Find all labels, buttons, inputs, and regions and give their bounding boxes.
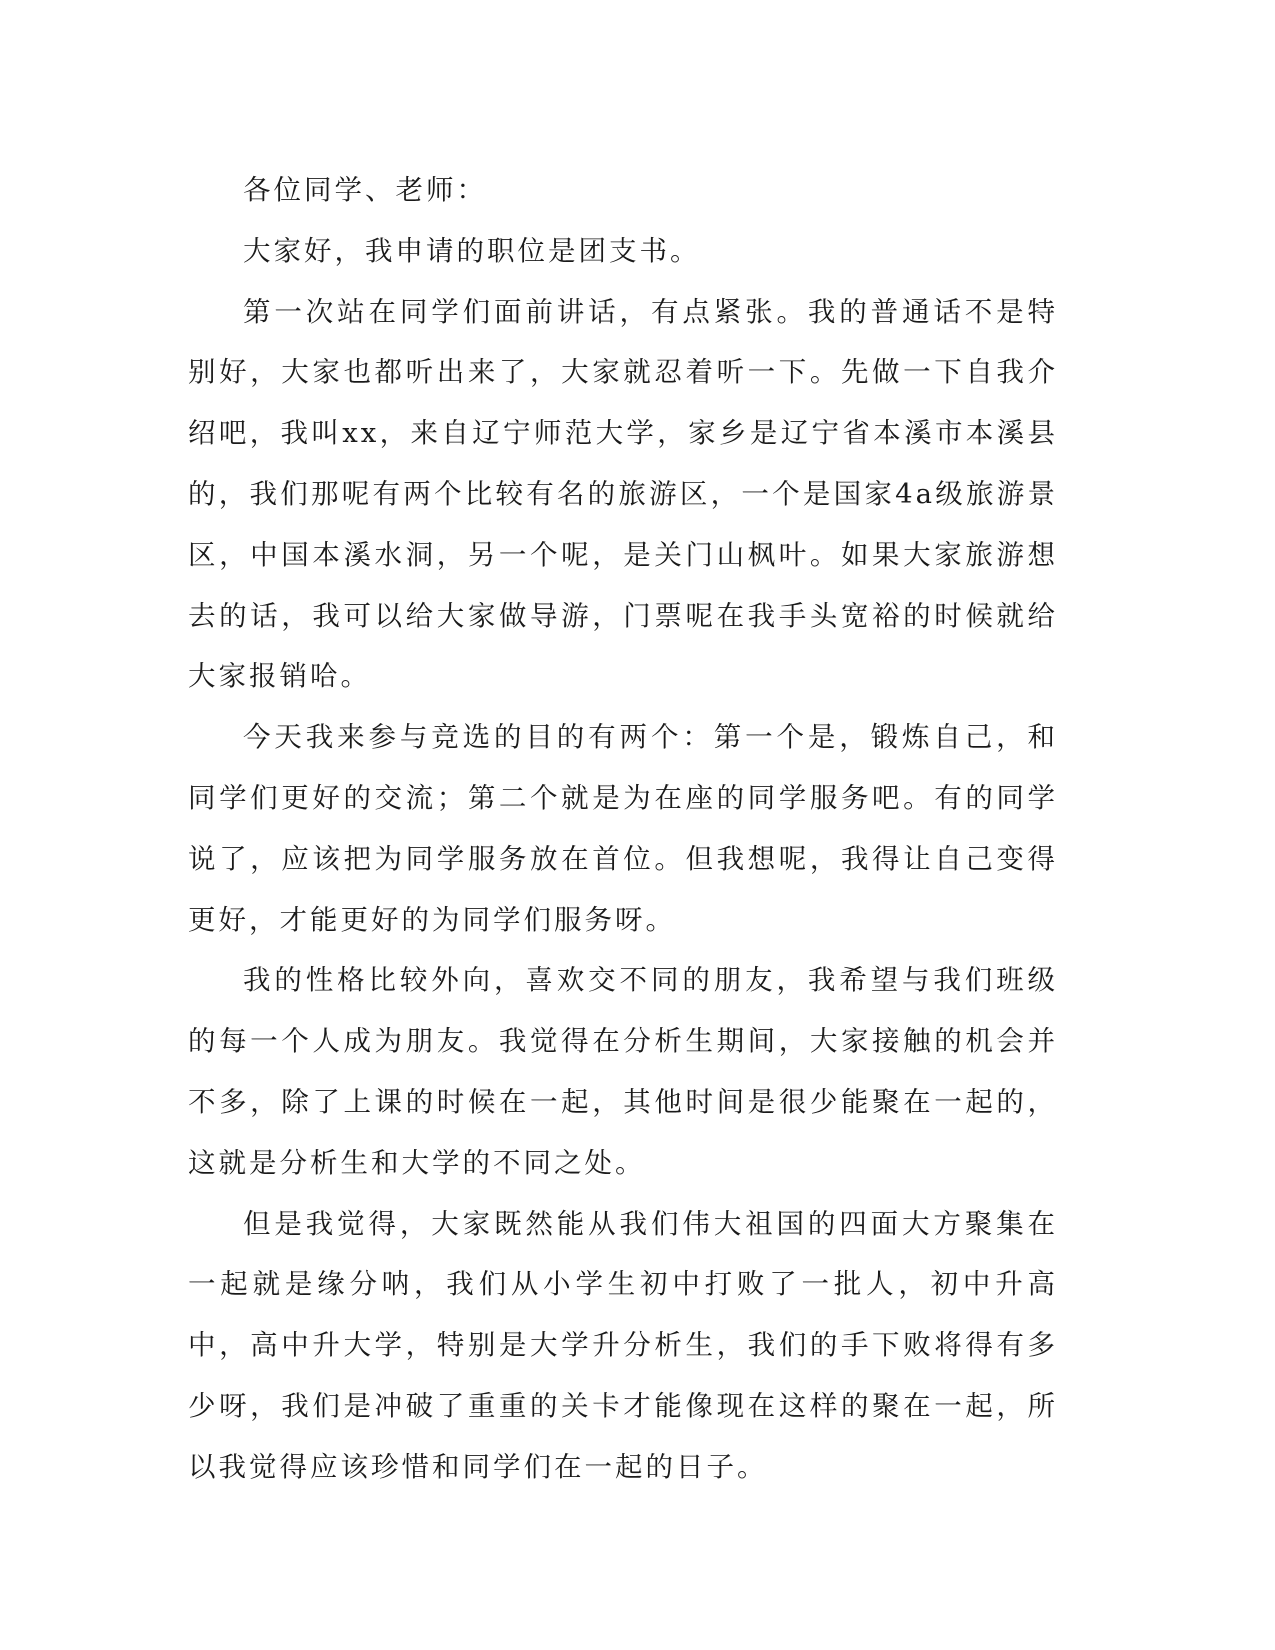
paragraph-intro: 大家好，我申请的职位是团支书。 xyxy=(243,234,701,267)
paragraph-personality: 我的性格比较外向，喜欢交不同的朋友，我希望与我们班级的每一个人成为朋友。我觉得在分析生期间，大家接触的机会并不多，除了上课的时候在一起，其他时间是很少能聚在一起的，这就是分析生和大学的不同之处。 xyxy=(188,964,1058,1179)
paragraph-self-introduction: 第一次站在同学们面前讲话，有点紧张。我的普通话不是特别好，大家也都听出来了，大家就忍着听一下。先做一下自我介绍吧，我叫xx，来自辽宁师范大学，家乡是辽宁省本溪市本溪县的，我们那呢有两个比较有名的旅游区，一个是国家4a级旅游景区，中国本溪水洞，另一个呢，是关门山枫叶。如果大家旅游想去的话，我可以给大家做导游，门票呢在我手头宽裕的时候就给大家报销哈。 xyxy=(188,295,1058,693)
greeting-line: 各位同学、老师： xyxy=(243,174,487,206)
paragraph-purpose: 今天我来参与竞选的目的有两个：第一个是，锻炼自己，和同学们更好的交流；第二个就是为在座的同学服务吧。有的同学说了，应该把为同学服务放在首位。但我想呢，我得让自己变得更好，才能更好的为同学们服务呀。 xyxy=(188,721,1058,936)
paragraph-cherish: 但是我觉得，大家既然能从我们伟大祖国的四面大方聚集在一起就是缘分呐，我们从小学生初中打败了一批人，初中升高中，高中升大学，特别是大学升分析生，我们的手下败将得有多少呀，我们是冲破了重重的关卡才能像现在这样的聚在一起，所以我觉得应该珍惜和同学们在一起的日子。 xyxy=(188,1207,1058,1483)
speech-body xyxy=(188,160,1058,1498)
